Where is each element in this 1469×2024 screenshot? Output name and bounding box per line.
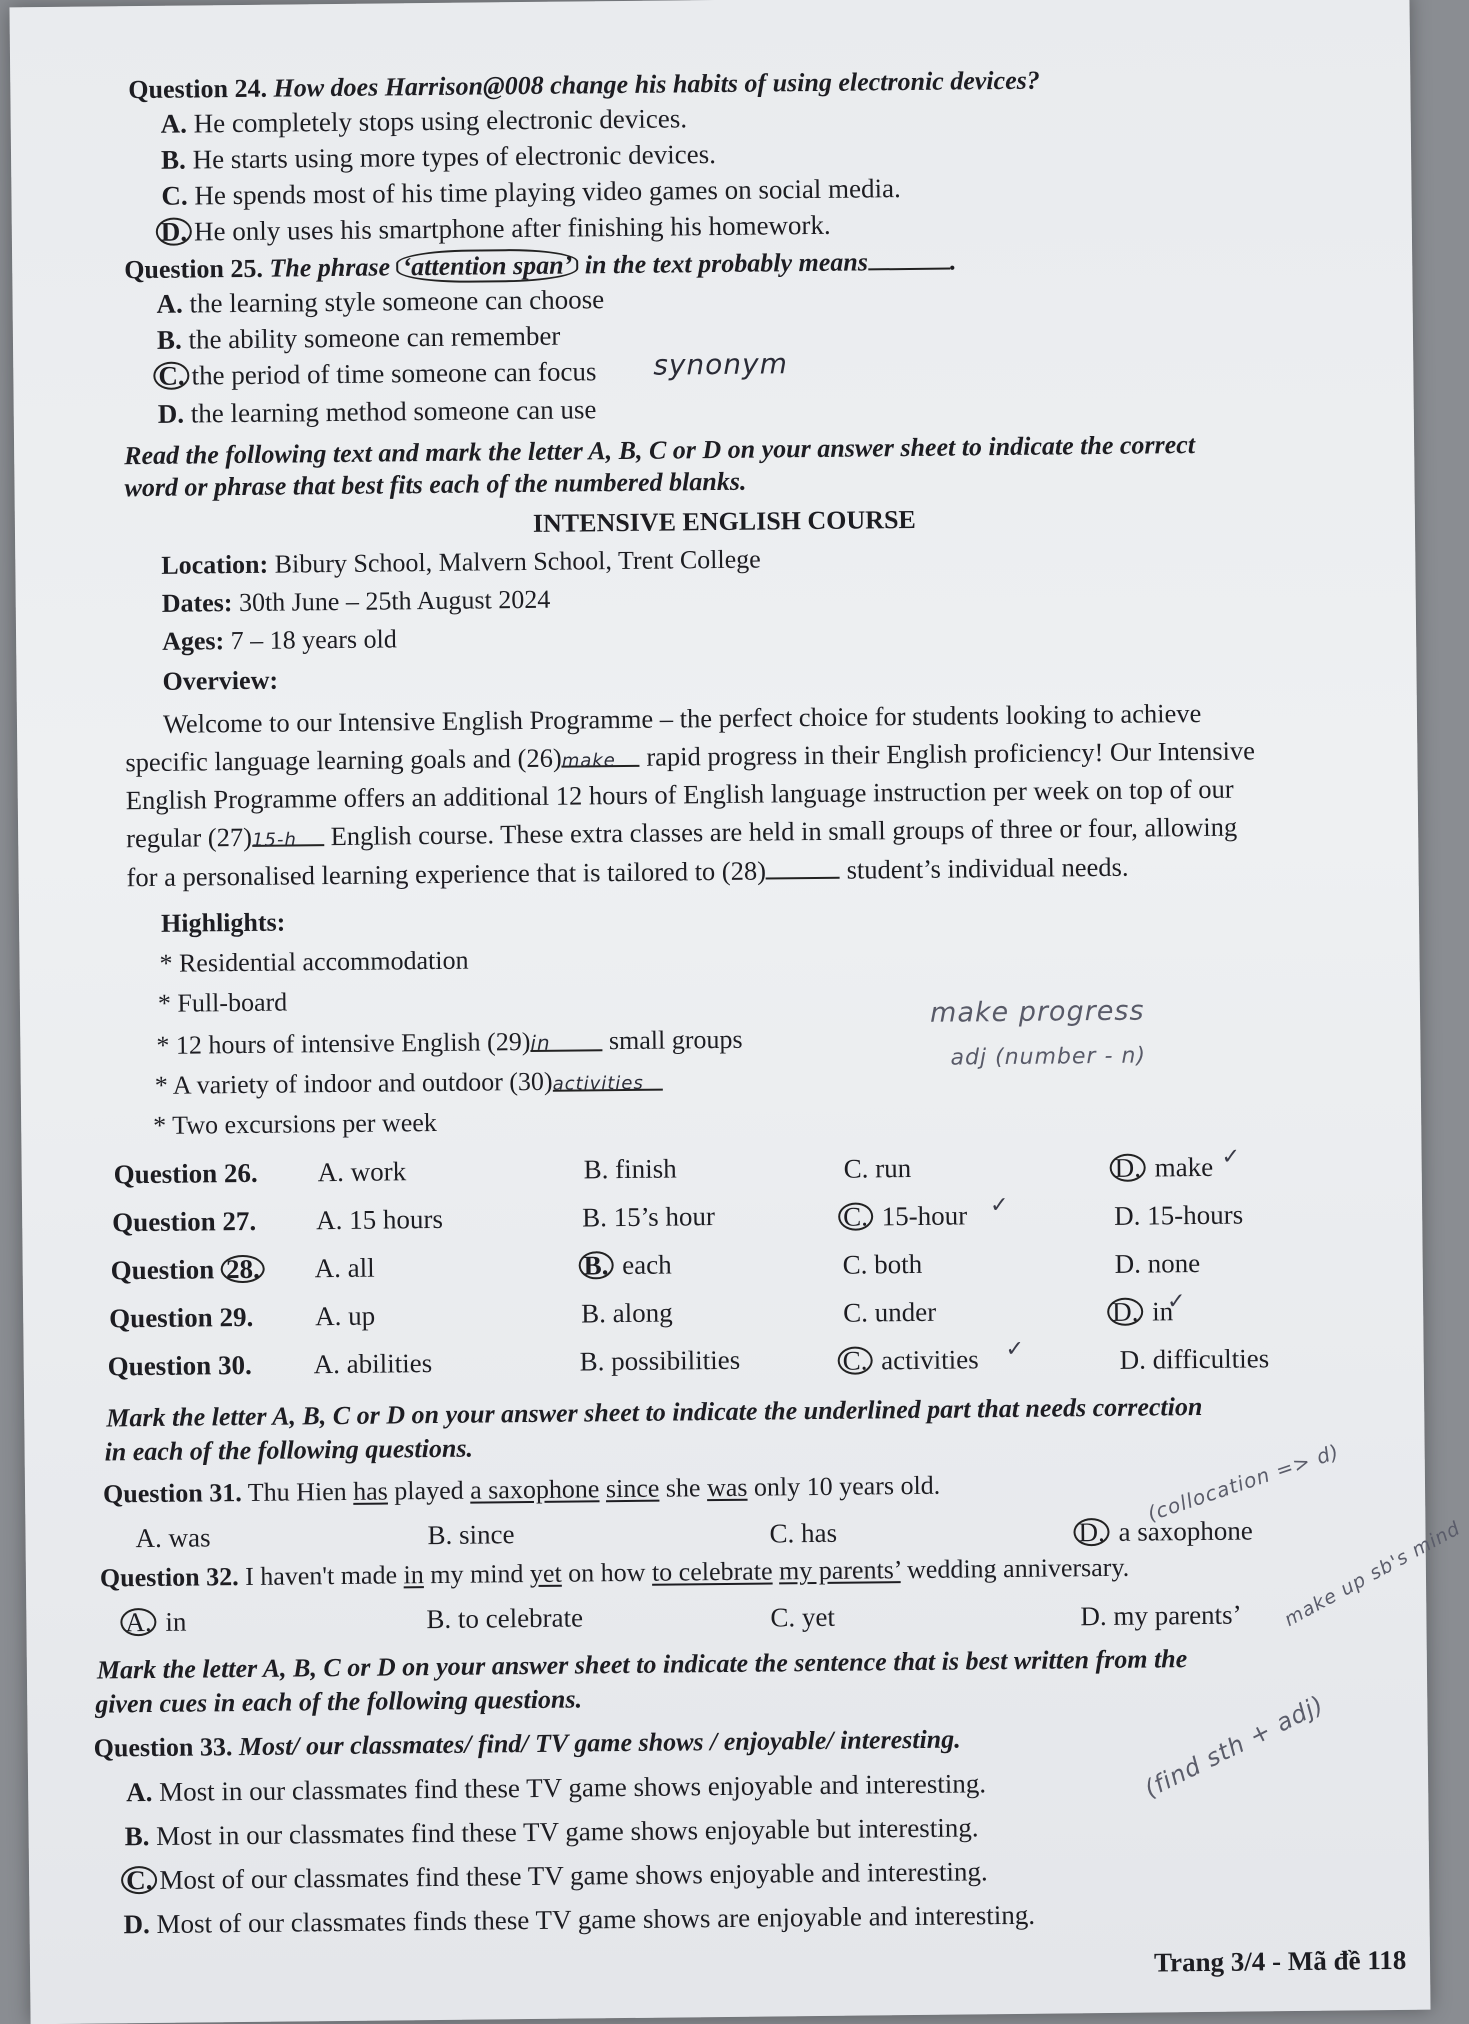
handwritten-make-up-mind-note: make up sb's mind — [1280, 1517, 1465, 1632]
answer-blank — [868, 244, 950, 271]
q32-option-a[interactable]: A. in — [120, 1606, 186, 1639]
question-24-label: Question 24. — [128, 73, 268, 105]
selected-answer-circle: C. — [153, 362, 190, 390]
cloze-instruction-line2: word or phrase that best fits each of the numbered blanks. — [124, 466, 747, 503]
q30-option-d[interactable]: D. difficulties — [1119, 1343, 1270, 1375]
q25-option-b[interactable]: B. the ability someone can remember — [156, 320, 561, 355]
q26-option-a[interactable]: A. work — [317, 1156, 407, 1188]
rewrite-instruction-line2: given cues in each of the following questions. — [95, 1684, 583, 1719]
question-33-stem: Question 33. Most/ our classmates/ find/ TV game shows / enjoyable/ interesting. — [93, 1724, 961, 1763]
q32-option-c[interactable]: C. yet — [770, 1601, 836, 1633]
q26-option-d[interactable]: D. make — [1110, 1151, 1214, 1184]
q27-option-d[interactable]: D. 15-hours — [1114, 1199, 1244, 1231]
question-24-text: How does Harrison@008 change his habits of using electronic devices? — [273, 65, 1040, 103]
selected-answer-circle: C. — [838, 1346, 873, 1374]
overview-line-4: regular (27)15-h English course. These extra classes are held in small groups of three or four, allowing — [126, 811, 1238, 854]
highlights-heading: Highlights: — [160, 907, 286, 938]
q27-option-b[interactable]: B. 15’s hour — [582, 1201, 716, 1233]
overview-line-1: Welcome to our Intensive English Programme – the perfect choice for students looking to achieve — [162, 697, 1202, 739]
q33-option-b[interactable]: B. Most in our classmates find these TV game shows enjoyable but interesting. — [124, 1812, 979, 1852]
course-ages: Ages: 7 – 18 years old — [161, 624, 397, 656]
selected-answer-circle: D. — [1107, 1298, 1144, 1326]
overview-heading: Overview: — [162, 665, 279, 696]
highlight-item: * Full-board — [157, 987, 288, 1018]
circled-phrase: ‘attention span’ — [396, 248, 578, 283]
blank-26: make — [562, 741, 640, 768]
selected-answer-circle: A. — [120, 1608, 157, 1636]
overview-line-3: English Programme offers an additional 12 hours of English language instruction per week on top of our — [125, 773, 1234, 816]
q31-option-a[interactable]: A. was — [135, 1522, 211, 1554]
correction-instruction-line1: Mark the letter A, B, C or D on your answer sheet to indicate the underlined part that needs correction — [106, 1391, 1203, 1433]
q24-option-d[interactable]: D. He only uses his smartphone after finishing his homework. — [156, 209, 831, 248]
question-31-stem: Question 31. Thu Hien has played a saxophone since she was only 10 years old. — [102, 1470, 941, 1509]
highlight-item: * Two excursions per week — [153, 1107, 437, 1140]
q26-option-b[interactable]: B. finish — [583, 1153, 677, 1185]
handwritten-make-progress-note: make progress — [929, 995, 1145, 1029]
overview-line-5: for a personalised learning experience that is tailored to (28) student’s individual needs. — [126, 851, 1129, 893]
handwritten-collocation-note: (collocation => d) — [1144, 1439, 1343, 1526]
highlight-item: * 12 hours of intensive English (29)in small groups — [156, 1024, 743, 1060]
blank-28 — [766, 853, 840, 880]
q25-option-a[interactable]: A. the learning style someone can choose — [156, 284, 605, 319]
check-mark-icon: ✓ — [989, 1192, 1009, 1219]
handwritten-adj-note: adj (number - n) — [950, 1043, 1147, 1071]
question-28-row: Question 28. — [111, 1253, 267, 1287]
q29-option-a[interactable]: A. up — [315, 1300, 376, 1332]
q24-option-a[interactable]: A. He completely stops using electronic devices. — [160, 103, 688, 139]
q31-option-c[interactable]: C. has — [769, 1517, 838, 1549]
selected-answer-circle: D. — [1073, 1518, 1110, 1546]
question-26-row: Question 26. — [113, 1157, 258, 1190]
q30-option-a[interactable]: A. abilities — [313, 1348, 433, 1380]
question-30-row: Question 30. — [107, 1349, 252, 1382]
q28-option-d[interactable]: D. none — [1114, 1247, 1201, 1279]
check-mark-icon: ✓ — [1005, 1336, 1025, 1363]
q31-option-b[interactable]: B. since — [427, 1519, 515, 1551]
q24-option-c[interactable]: C. He spends most of his time playing video games on social media. — [161, 173, 901, 211]
q29-option-c[interactable]: C. under — [843, 1296, 937, 1328]
q33-option-d[interactable]: D. Most of our classmates finds these TV game shows are enjoyable and interesting. — [123, 1899, 1036, 1940]
course-dates: Dates: 30th June – 25th August 2024 — [161, 584, 551, 618]
q32-option-b[interactable]: B. to celebrate — [426, 1602, 584, 1635]
overview-line-2: specific language learning goals and (26)make rapid progress in their English proficiency! Our Intensive — [125, 735, 1256, 778]
question-29-row: Question 29. — [109, 1301, 254, 1334]
selected-answer-circle: D. — [156, 217, 193, 245]
exam-page — [9, 0, 1465, 2024]
handwritten-find-sth-adj-note: (find sth + adj) — [1139, 1690, 1329, 1804]
q30-option-b[interactable]: B. possibilities — [579, 1344, 741, 1377]
question-32-stem: Question 32. I haven't made in my mind yet on how to celebrate my parents’ wedding anniversary. — [99, 1552, 1130, 1593]
circled-question-number: 28. — [221, 1255, 265, 1283]
q27-option-a[interactable]: A. 15 hours — [316, 1203, 444, 1236]
q33-option-c[interactable]: C. Most of our classmates find these TV game shows enjoyable and interesting. — [121, 1855, 988, 1896]
selected-answer-circle: B. — [579, 1251, 614, 1279]
q28-option-a[interactable]: A. all — [314, 1252, 375, 1284]
rewrite-instruction-line1: Mark the letter A, B, C or D on your answer sheet to indicate the sentence that is best written from the — [96, 1644, 1188, 1685]
page-footer: Trang 3/4 - Mã đề 118 — [1153, 1944, 1407, 1978]
q29-option-b[interactable]: B. along — [581, 1297, 673, 1329]
q29-option-d[interactable]: D. in — [1107, 1295, 1173, 1328]
blank-27: 15-h — [252, 820, 324, 847]
q30-option-c[interactable]: C. activities — [838, 1343, 979, 1376]
q31-option-d[interactable]: D. a saxophone — [1073, 1514, 1253, 1548]
blank-29: in — [530, 1025, 602, 1052]
q25-option-d[interactable]: D. the learning method someone can use — [157, 394, 597, 429]
selected-answer-circle: C. — [121, 1866, 158, 1894]
highlight-item: * Residential accommodation — [159, 945, 469, 978]
selected-answer-circle: D. — [1110, 1154, 1147, 1182]
course-title: INTENSIVE ENGLISH COURSE — [532, 504, 916, 538]
q33-option-a[interactable]: A. Most in our classmates find these TV game shows enjoyable and interesting. — [126, 1768, 987, 1808]
question-24-stem — [128, 65, 1040, 107]
highlight-item: * A variety of indoor and outdoor (30)activities — [155, 1065, 663, 1102]
question-25-label: Question 25. — [124, 253, 264, 285]
selected-answer-circle: C. — [838, 1202, 873, 1230]
question-27-row: Question 27. — [112, 1205, 257, 1238]
check-mark-icon: ✓ — [1166, 1289, 1186, 1315]
blank-30: activities — [552, 1065, 662, 1092]
question-25-stem: Question 25. The phrase ‘attention span’ in the text probably means . — [124, 243, 956, 286]
q25-option-c[interactable]: C. the period of time someone can focus — [153, 355, 596, 392]
q26-option-c[interactable]: C. run — [843, 1153, 912, 1184]
q24-option-b[interactable]: B. He starts using more types of electronic devices. — [160, 138, 717, 175]
check-mark-icon: ✓ — [1221, 1144, 1241, 1170]
cloze-instruction-line1: Read the following text and mark the letter A, B, C or D on your answer sheet to indicate the correct — [124, 429, 1196, 471]
correction-instruction-line2: in each of the following questions. — [104, 1433, 474, 1467]
handwritten-synonym-note: synonym — [653, 347, 789, 382]
q32-option-d[interactable]: D. my parents’ — [1080, 1599, 1242, 1632]
q28-option-c[interactable]: C. both — [842, 1248, 923, 1280]
q27-option-c[interactable]: C. 15-hour — [838, 1199, 967, 1232]
course-location: Location: Bibury School, Malvern School, Trent College — [161, 544, 761, 580]
q28-option-b[interactable]: B. each — [579, 1249, 672, 1282]
